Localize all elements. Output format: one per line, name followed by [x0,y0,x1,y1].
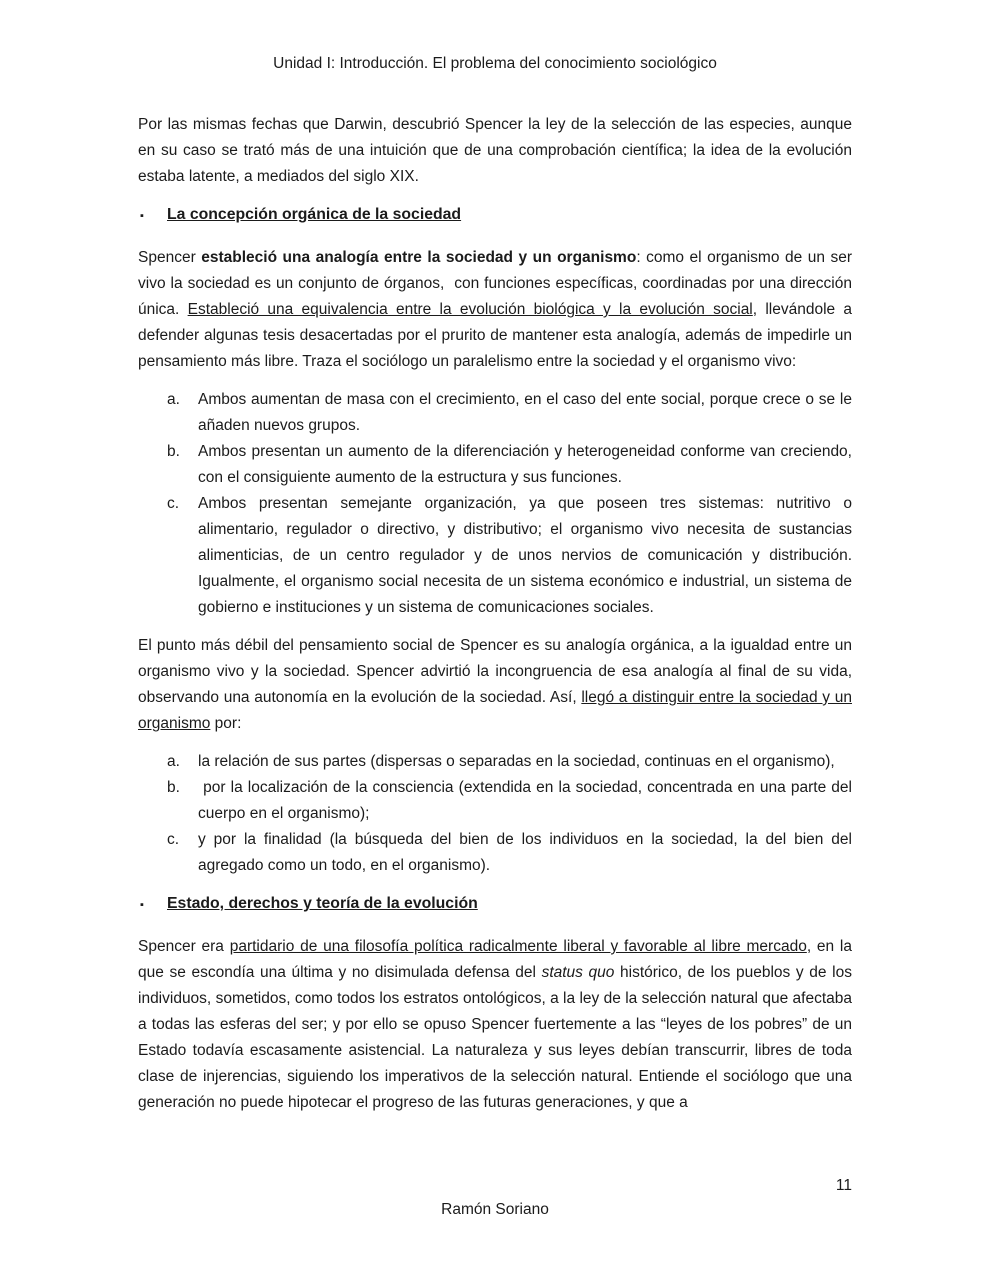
list-item-text: por la localización de la consciencia (extendida en la sociedad, concentrada en una parte del cuerpo en el organismo); [198,779,852,822]
heading-text: Estado, derechos y teoría de la evolución [167,895,478,912]
text-run: : como el organismo de un ser vivo la sociedad es un conjunto de órganos, con funciones específicas, coordinadas por una dirección única. [138,249,852,318]
list-item-c [167,491,852,621]
list-item-a [167,749,852,775]
list-parallelism [138,387,852,621]
list-distinctions [138,749,852,879]
text-run: por: [210,715,242,732]
list-marker: c. [167,831,180,848]
text-run: , llevándole a defender algunas tesis desacertadas por el prurito de mantener esta analogía, además de impedirle un pensamiento más libre. Traza el sociólogo un paralelismo entre la sociedad y el organismo vivo: [138,301,853,370]
list-marker: a. [167,753,180,770]
text-run: El punto más débil del pensamiento social de Spencer es su analogía orgánica, a la igualdad entre un organismo vivo y la sociedad. Spencer advirtió la incongruencia de esa analogía al final de su vida, observando una autonomía en la evolución de la sociedad. Así, [138,637,852,706]
list-item-text: y por la finalidad (la búsqueda del bien de los individuos en la sociedad, la del bien del agregado como un todo, en el organismo). [198,831,852,874]
text-run: histórico, de los pueblos y de los individuos, sometidos, como todos los estratos ontológicos, a la ley de la selección natural que afectaba a todas las esferas del ser; y por ello se opuso Spencer fuertemente a las “leyes de los pobres” de un Estado todavía escasamente asistencial. La naturaleza y sus leyes debían transcurrir, libres de toda clase de injerencias, siguiendo los imperativos de la selección natural. Entiende el sociólogo que una generación no puede hipotecar el progreso de las futuras generaciones, y que a [138,964,852,1111]
text-run: Por las mismas fechas que Darwin, descubrió Spencer la ley de la selección de las especies, aunque en su caso se trató más de una intuición que de una comprobación científica; la idea de la evolución estaba latente, a mediados del siglo XIX. [138,116,852,185]
text-run: , en la que se escondía una última y no disimulada defensa del [138,938,852,981]
square-bullet-icon: ▪ [140,210,144,222]
paragraph-spencer-analogy [138,245,852,375]
list-item-a [167,387,852,439]
text-run-bold: estableció una analogía entre la sociedad y un organismo [201,249,637,266]
text-run: Spencer era [138,938,230,955]
paragraph-liberal-philosophy [138,934,852,1116]
list-item-b [167,775,852,827]
heading-state-rights-evolution [138,891,852,918]
footer-author: Ramón Soriano [441,1201,549,1218]
square-bullet-icon: ▪ [140,899,144,911]
list-item-text: Ambos aumentan de masa con el crecimiento, en el caso del ente social, porque crece o se le añaden nuevos grupos. [198,391,852,434]
list-item-c [167,827,852,879]
paragraph-weak-point [138,633,852,737]
list-marker: c. [167,495,180,512]
list-item-text: Ambos presentan semejante organización, ya que poseen tres sistemas: nutritivo o alimentario, regulador o directivo, y distributivo; el organismo vivo necesita de sustancias alimenticias, de un centro regulador y de unos nervios de comunicación y distribución. Igualmente, el organismo social necesita de un sistema económico e industrial, un sistema de gobierno e instituciones y un sistema de comunicaciones sociales. [198,495,852,616]
heading-text: La concepción orgánica de la sociedad [167,206,462,223]
page-number: 11 [835,1177,852,1194]
document-header-title: Unidad I: Introducción. El problema del conocimiento sociológico [273,55,717,72]
text-run-underline: llegó a distinguir entre la sociedad y un organismo [138,689,852,732]
text-run-underline: Estableció una equivalencia entre la evolución biológica y la evolución social [187,301,753,318]
text-run-italic: status quo [541,964,615,981]
text-run: Spencer [138,249,202,266]
list-item-b [167,439,852,491]
document-content [138,54,852,1128]
list-item-text: la relación de sus partes (dispersas o separadas en la sociedad, continuas en el organismo), [198,753,835,770]
text-run-underline: partidario de una filosofía política radicalmente liberal y favorable al libre mercado [229,938,807,955]
list-marker: b. [167,779,180,796]
heading-organic-conception [138,202,852,229]
paragraph-darwin-spencer [138,112,852,190]
list-marker: b. [167,443,180,460]
list-item-text: Ambos presentan un aumento de la diferenciación y heterogeneidad conforme van creciendo, con el consiguiente aumento de la estructura y sus funciones. [198,443,852,486]
list-marker: a. [167,391,180,408]
